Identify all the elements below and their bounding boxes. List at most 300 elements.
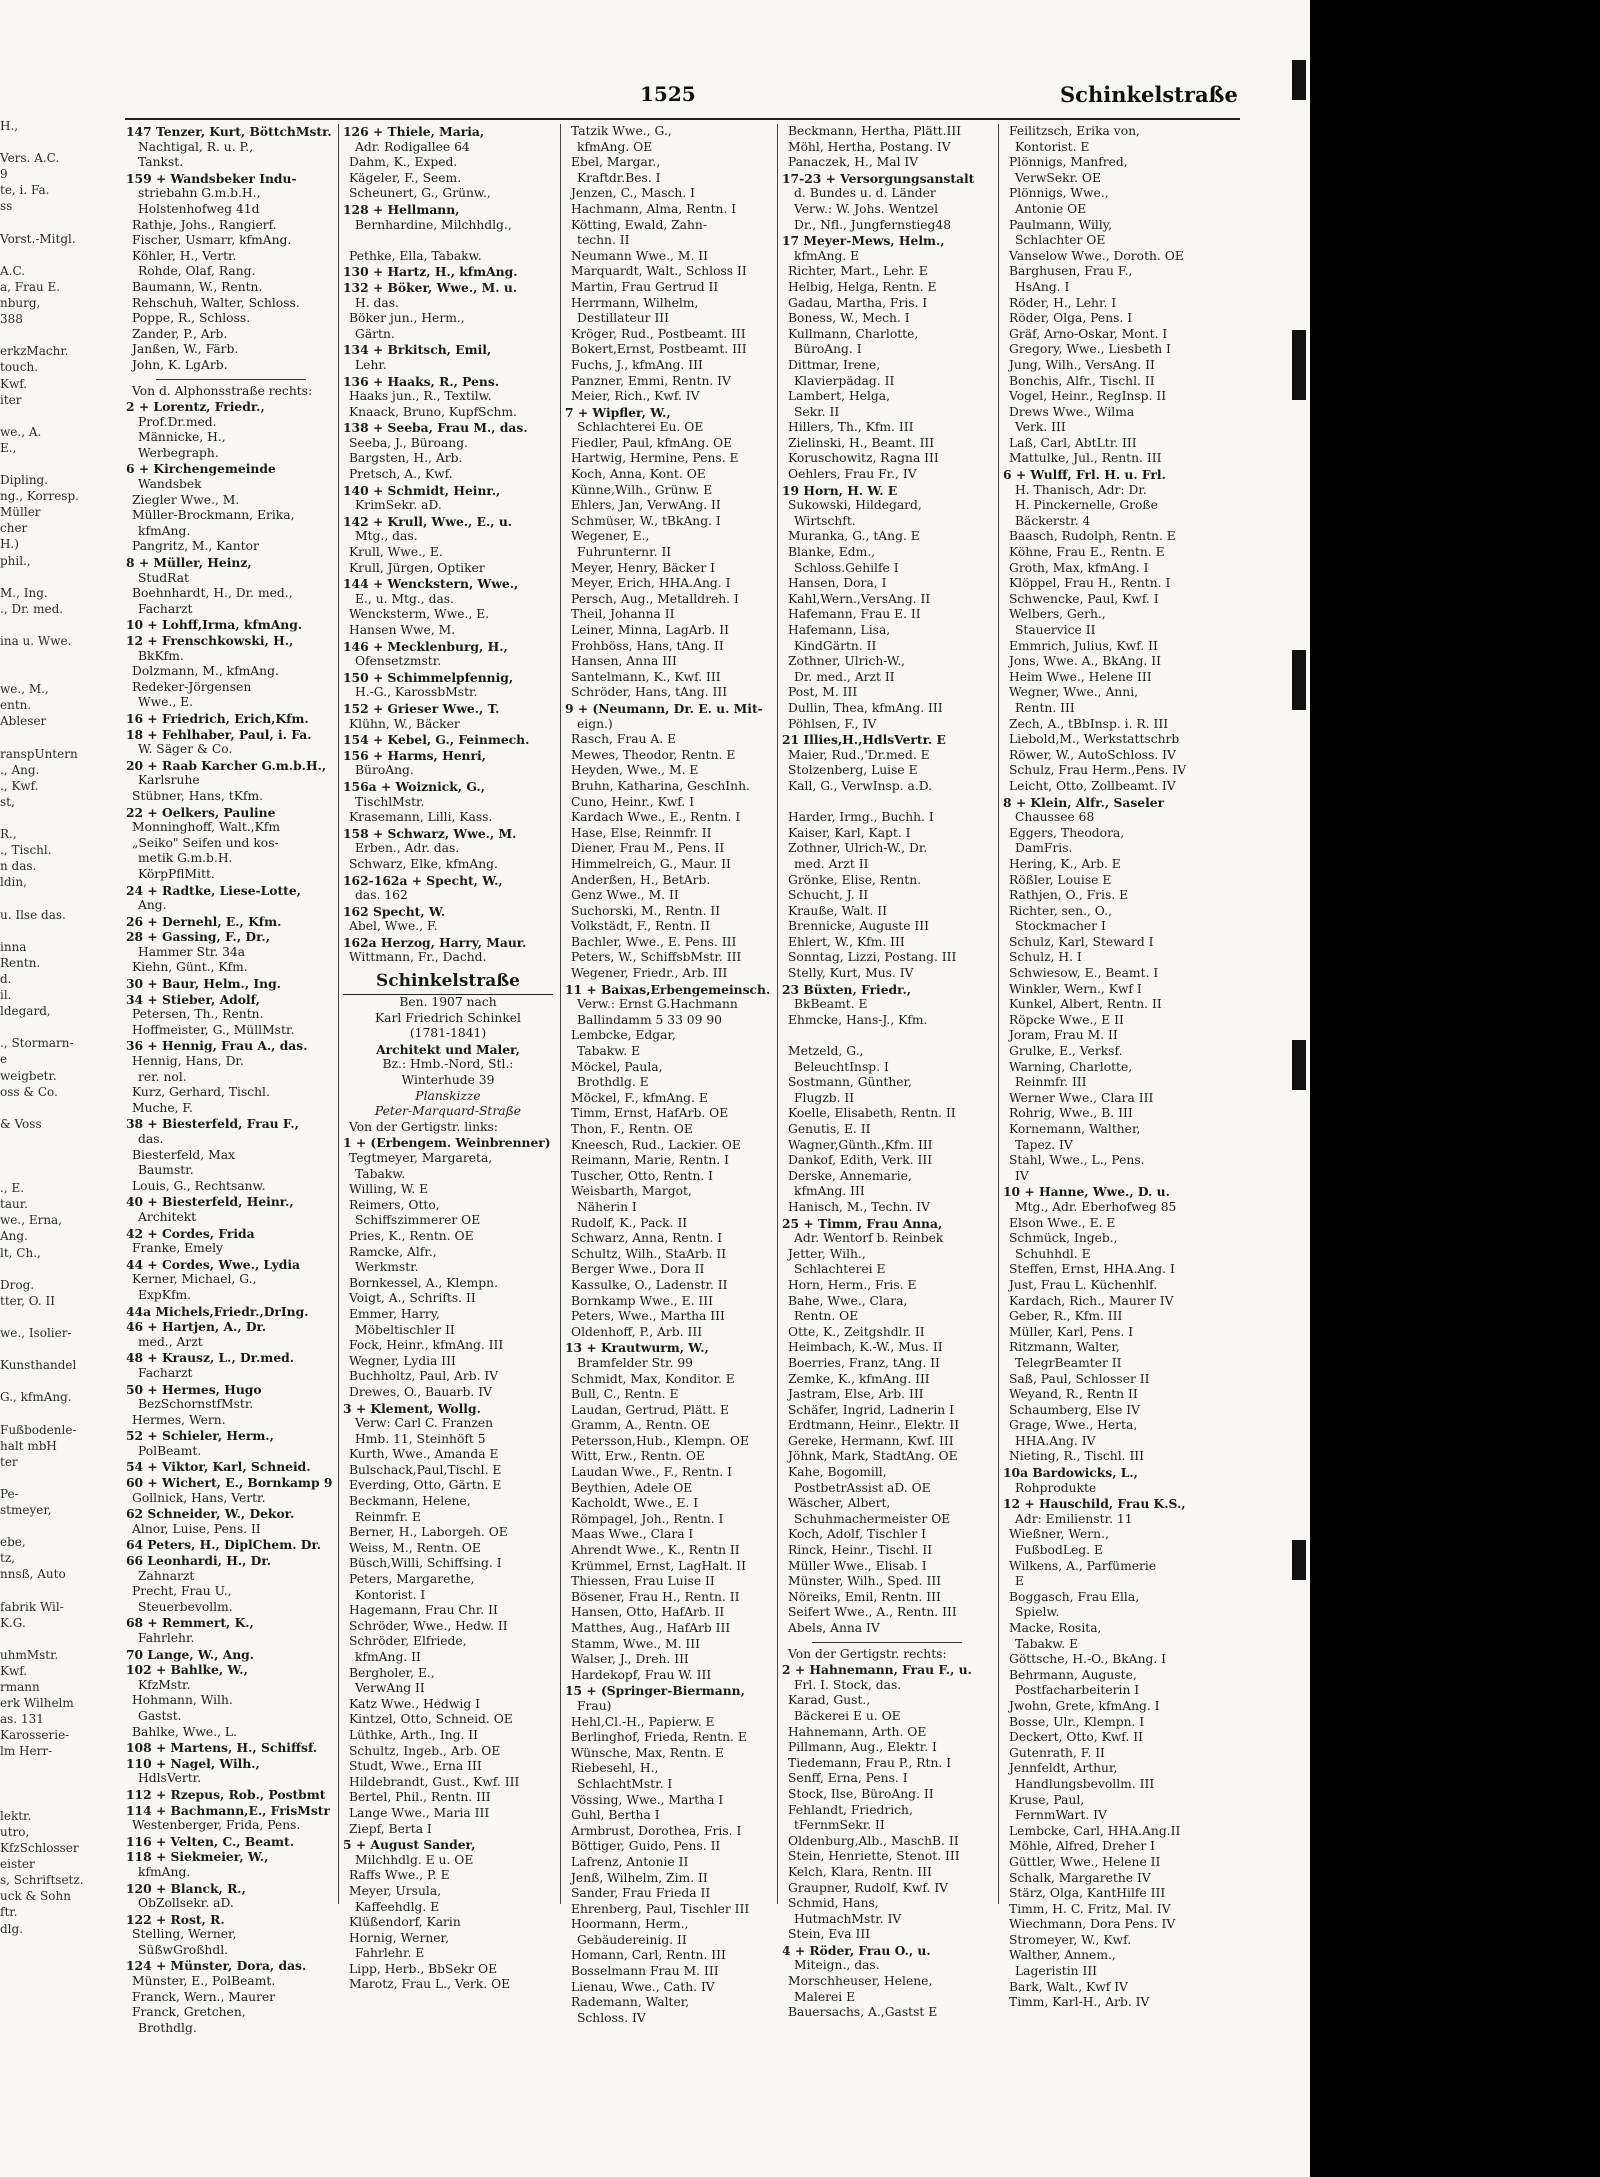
- directory-entry: Oldenburg,Alb., MaschB. II: [788, 1833, 959, 1848]
- directory-entry: Hansen, Anna III: [571, 654, 677, 669]
- prev-page-fragment: KfzSchlosser: [0, 1841, 79, 1856]
- prev-page-fragment: ter: [0, 1454, 18, 1469]
- entry-continuation: HdlsVertr.: [138, 1771, 202, 1786]
- entry-continuation: Dr., Nfl., Jungfernstieg48: [794, 217, 952, 232]
- directory-entry: Thiessen, Frau Luise II: [571, 1574, 715, 1589]
- entry-continuation: Zahnarzt: [138, 1568, 195, 1583]
- directory-entry: Rathjen, O., Fris. E: [1009, 888, 1129, 903]
- prev-page-fragment: 388: [0, 312, 23, 327]
- directory-entry: Ziegler Wwe., M.: [132, 492, 240, 507]
- prev-page-fragment: [0, 1100, 108, 1116]
- prev-page-fragment: Kwf.: [0, 376, 28, 391]
- entry-continuation: Mtg., das.: [355, 529, 418, 544]
- directory-entry: Marotz, Frau L., Verk. OE: [349, 1977, 511, 1992]
- entry-continuation: H. das.: [355, 295, 399, 310]
- directory-entry: Laudan, Gertrud, Plätt. E: [571, 1402, 729, 1417]
- directory-entry: Genz Wwe., M. II: [571, 888, 679, 903]
- directory-entry: Thon, F., Rentn. OE: [571, 1122, 693, 1136]
- entry-continuation: Rentn. OE: [794, 1309, 859, 1324]
- directory-entry: Fiedler, Paul, kfmAng. OE: [571, 435, 733, 450]
- prev-page-fragment: fabrik Wil-: [0, 1599, 64, 1614]
- directory-entry: Graupner, Rudolf, Kwf. IV: [788, 1880, 949, 1895]
- directory-entry: Riebesehl, H.,: [571, 1761, 659, 1776]
- entry-continuation: FußbodLeg. E: [1015, 1543, 1103, 1558]
- house-number-entry: 64 Peters, H., DiplChem. Dr.: [126, 1537, 322, 1553]
- house-number-entry: 138 + Seeba, Frau M., das.: [343, 420, 528, 436]
- house-number-entry: 68 + Remmert, K.,: [126, 1615, 254, 1631]
- entry-continuation: kfmAng. OE: [577, 139, 653, 154]
- directory-entry: Müller-Brockmann, Erika,: [132, 508, 295, 523]
- directory-entry: Macke, Rosita,: [1009, 1621, 1102, 1635]
- directory-column-2: [343, 124, 553, 1993]
- directory-entry: Nieting, R., Tischl. III: [1009, 1449, 1145, 1464]
- directory-entry: Krull, Wwe., E.: [349, 545, 443, 560]
- directory-entry: Kötting, Ewald, Zahn-: [571, 217, 708, 232]
- directory-entry: Vössing, Wwe., Martha I: [571, 1792, 724, 1807]
- house-number-entry: 11 + Baixas,Erbengemeinsch.: [565, 981, 771, 997]
- directory-entry: Poppe, R., Schloss.: [132, 311, 251, 326]
- entry-continuation: Reinmfr. III: [1015, 1075, 1087, 1090]
- house-number-entry: 6 + Kirchengemeinde: [126, 461, 276, 477]
- directory-entry: Lafrenz, Antonie II: [571, 1854, 689, 1869]
- directory-entry: Jenzen, C., Masch. I: [571, 186, 696, 201]
- directory-entry: Römpagel, Joh., Rentn. I: [571, 1511, 724, 1526]
- directory-entry: Stamm, Wwe., M. III: [571, 1636, 700, 1651]
- directory-entry: Ehrenberg, Paul, Tischler III: [571, 1901, 750, 1916]
- entry-continuation: Chaussee 68: [1015, 810, 1095, 825]
- prev-page-fragment: il.: [0, 988, 12, 1003]
- house-number-entry: 10a Bardowicks, L.,: [1003, 1465, 1138, 1481]
- entry-continuation: VerwAng II: [355, 1681, 425, 1696]
- entry-continuation: Spielw.: [1015, 1605, 1060, 1620]
- street-info-line: (1781-1841): [409, 1026, 487, 1041]
- entry-continuation: HsAng. I: [1015, 279, 1070, 294]
- directory-entry: Heyden, Wwe., M. E: [571, 763, 699, 778]
- house-number-entry: 9 + (Neumann, Dr. E. u. Mit-: [565, 700, 763, 716]
- house-number-entry: 60 + Wichert, E., Bornkamp 9: [126, 1475, 333, 1491]
- directory-entry: Bahe, Wwe., Clara,: [788, 1293, 908, 1308]
- directory-entry: Schröder, Wwe., Hedw. II: [349, 1618, 508, 1633]
- directory-entry: Bergholer, E.,: [349, 1665, 435, 1680]
- prev-page-fragment: ., Tischl.: [0, 843, 52, 858]
- prev-page-fragment: u. Ilse das.: [0, 907, 66, 922]
- house-number-entry: 66 Leonhardi, H., Dr.: [126, 1553, 271, 1569]
- prev-page-fragment: we., M.,: [0, 682, 49, 697]
- prev-page-fragment: ss: [0, 199, 13, 214]
- directory-entry: Pangritz, M., Kantor: [132, 539, 259, 554]
- directory-entry: Stromeyer, W., Kwf.: [1009, 1932, 1132, 1947]
- prev-page-fragment: tter, O. II: [0, 1293, 56, 1308]
- directory-entry: Schwarz, Anna, Rentn. I: [571, 1231, 723, 1246]
- entry-continuation: Frau): [577, 1698, 612, 1713]
- entry-continuation: FernmWart. IV: [1015, 1808, 1107, 1823]
- prev-page-fragment: [0, 1261, 108, 1277]
- street-info-line: Winterhude 39: [401, 1073, 495, 1088]
- directory-entry: Sukowski, Hildegard,: [788, 498, 922, 513]
- directory-entry: Pöhlsen, F., IV: [788, 716, 877, 731]
- directory-entry: Studt, Wwe., Erna III: [349, 1759, 482, 1774]
- house-number-entry: 8 + Klein, Alfr., Saseler: [1003, 794, 1165, 810]
- directory-entry: „Seiko" Seifen und kos-: [132, 835, 279, 850]
- directory-entry: Hafemann, Frau E. II: [788, 607, 921, 622]
- directory-entry: Witt, Erw., Rentn. OE: [571, 1449, 705, 1464]
- house-number-entry: 22 + Oelkers, Pauline: [126, 804, 276, 820]
- entry-continuation: PostbetrAssist aD. OE: [794, 1480, 931, 1495]
- house-number-entry: 122 + Rost, R.: [126, 1911, 225, 1927]
- entry-continuation: Schlachter OE: [1015, 233, 1106, 248]
- prev-page-fragment: R.,: [0, 827, 17, 842]
- house-number-entry: 20 + Raab Karcher G.m.b.H.,: [126, 757, 327, 773]
- prev-page-fragment: inna: [0, 939, 27, 954]
- entry-continuation: Adr: Emilienstr. 11: [1015, 1511, 1133, 1526]
- directory-entry: Boerries, Franz, tAng. II: [788, 1355, 940, 1370]
- directory-entry: Brennicke, Auguste III: [788, 919, 929, 934]
- entry-continuation: Werbegraph.: [138, 445, 219, 460]
- prev-page-fragment: utro,: [0, 1824, 30, 1839]
- directory-entry: Güttler, Wwe., Helene II: [1009, 1854, 1161, 1869]
- house-number-entry: 40 + Biesterfeld, Heinr.,: [126, 1194, 294, 1210]
- directory-entry: Bertel, Phil., Rentn. III: [349, 1790, 491, 1805]
- directory-entry: Beckmann, Helene,: [349, 1494, 471, 1509]
- entry-continuation: Lehr.: [355, 357, 387, 372]
- house-number-entry: 48 + Krausz, L., Dr.med.: [126, 1350, 295, 1366]
- directory-entry: Erdtmann, Heinr., Elektr. II: [788, 1418, 960, 1433]
- prev-page-fragment: [0, 327, 108, 343]
- directory-entry: Bargsten, H., Arb.: [349, 451, 463, 466]
- directory-entry: Bornkessel, A., Klempn.: [349, 1275, 498, 1290]
- prev-page-fragment: uck & Sohn: [0, 1889, 71, 1904]
- entry-continuation: Brothdlg.: [138, 2020, 197, 2035]
- directory-entry: Morschheuser, Helene,: [788, 1974, 933, 1989]
- directory-entry: Willing, W. E: [349, 1182, 429, 1197]
- directory-entry: Lienau, Wwe., Cath. IV: [571, 1979, 715, 1994]
- prev-page-fragment: a, Frau E.: [0, 279, 61, 294]
- directory-entry: Stolzenberg, Luise E: [788, 763, 918, 778]
- directory-entry: Mattulke, Jul., Rentn. III: [1009, 451, 1162, 466]
- directory-entry: Seifert Wwe., A., Rentn. III: [788, 1605, 957, 1620]
- entry-continuation: SchlachtMstr. I: [577, 1776, 673, 1791]
- entry-continuation: kfmAng. II: [355, 1650, 421, 1664]
- prev-page-fragment: [0, 1583, 108, 1599]
- directory-entry: Fischer, Usmarr, kfmAng.: [132, 233, 292, 248]
- entry-continuation: Facharzt: [138, 601, 193, 616]
- entry-continuation: d. Bundes u. d. Länder: [794, 186, 936, 201]
- prev-page-fragment: 9: [0, 167, 8, 182]
- directory-entry: Berner, H., Laborgeh. OE: [349, 1525, 508, 1540]
- entry-continuation: kfmAng.: [138, 523, 191, 538]
- house-number-entry: 10 + Lohff,Irma, kfmAng.: [126, 617, 303, 633]
- entry-continuation: Klavierpädag. II: [794, 373, 895, 388]
- prev-page-fragment: cher: [0, 521, 28, 536]
- prev-page-fragment: Vorst.-Mitgl.: [0, 231, 76, 246]
- directory-entry: Lange Wwe., Maria III: [349, 1805, 490, 1820]
- prev-page-fragment: [0, 1631, 108, 1647]
- directory-entry: Liebold,M., Werkstattschrb: [1009, 732, 1180, 747]
- directory-entry: Biesterfeld, Max: [132, 1147, 235, 1162]
- directory-entry: Schäfer, Ingrid, Ladnerin I: [788, 1402, 954, 1417]
- directory-entry: Jetter, Wilh.,: [788, 1246, 866, 1261]
- directory-entry: Behrmann, Auguste,: [1009, 1667, 1137, 1682]
- directory-entry: Wegner, Wwe., Anni,: [1009, 685, 1139, 700]
- prev-page-fragment: [0, 1309, 108, 1325]
- prev-page-fragment: n das.: [0, 859, 37, 874]
- entry-continuation: H. Pinckernelle, Große: [1015, 498, 1158, 513]
- directory-entry: Bull, C., Rentn. E: [571, 1387, 679, 1402]
- entry-continuation: Hmb. 11, Steinhöft 5: [355, 1431, 486, 1446]
- directory-entry: Homann, Carl, Rentn. III: [571, 1948, 726, 1963]
- directory-column-1: [126, 124, 336, 2036]
- entry-continuation: Männicke, H.,: [138, 430, 226, 445]
- prev-page-fragment: [0, 215, 108, 231]
- prev-page-fragment: M., Ing.: [0, 585, 48, 600]
- prev-page-fragment: ., Dr. med.: [0, 601, 64, 616]
- entry-continuation: H. Thanisch, Adr: Dr.: [1015, 482, 1147, 497]
- directory-entry: Leicht, Otto, Zollbeamt. IV: [1009, 778, 1176, 793]
- directory-entry: Zothner, Ulrich-W., Dr.: [788, 841, 928, 856]
- directory-entry: Buchholtz, Paul, Arb. IV: [349, 1369, 499, 1384]
- separator-rule: [156, 379, 306, 380]
- directory-entry: Mewes, Theodor, Rentn. E: [571, 747, 736, 762]
- prev-page-fragment: iter: [0, 392, 22, 407]
- house-number-entry: 62 Schneider, W., Dekor.: [126, 1506, 295, 1522]
- house-number-entry: 16 + Friedrich, Erich,Kfm.: [126, 710, 309, 726]
- house-number-entry: 120 + Blanck, R.,: [126, 1880, 246, 1896]
- directory-entry: Wittmann, Fr., Dachd.: [349, 950, 487, 965]
- entry-continuation: Tapez. IV: [1015, 1137, 1073, 1152]
- house-number-entry: 130 + Hartz, H., kfmAng.: [343, 264, 518, 280]
- directory-entry: Schmüser, W., tBkAng. I: [571, 513, 721, 528]
- directory-entry: Schmid, Hans,: [788, 1896, 879, 1911]
- directory-entry: Koruschowitz, Ragna III: [788, 451, 939, 466]
- entry-continuation: rer. nol.: [138, 1069, 187, 1084]
- directory-entry: Himmelreich, G., Maur. II: [571, 856, 731, 871]
- directory-entry: Jenß, Wilhelm, Zim. II: [571, 1870, 708, 1885]
- directory-entry: Kullmann, Charlotte,: [788, 326, 919, 341]
- directory-entry: Bark, Walt., Kwf IV: [1009, 1979, 1128, 1994]
- directory-entry: Lipp, Herb., BbSekr OE: [349, 1961, 498, 1976]
- prev-page-fragment: & Voss: [0, 1116, 42, 1131]
- prev-page-fragment: [0, 1132, 108, 1148]
- directory-entry: Hermes, Wern.: [132, 1412, 226, 1427]
- directory-entry: Zielinski, H., Beamt. III: [788, 435, 935, 450]
- entry-continuation: TelegrBeamter II: [1015, 1355, 1122, 1370]
- directory-entry: Zander, P., Arb.: [132, 326, 228, 341]
- directory-entry: Schucht, J. II: [788, 888, 869, 903]
- entry-continuation: Wirtschft.: [794, 513, 856, 528]
- directory-entry: Hohmann, Wilh.: [132, 1693, 233, 1708]
- directory-entry: Hehl,Cl.-H., Papierw. E: [571, 1714, 715, 1729]
- directory-entry: Janßen, W., Färb.: [132, 342, 239, 357]
- entry-continuation: techn. II: [577, 233, 630, 248]
- entry-continuation: striebahn G.m.b.H.,: [138, 186, 261, 201]
- directory-entry: Schulz, Karl, Steward I: [1009, 934, 1154, 949]
- edge-mark: [1292, 330, 1306, 400]
- directory-entry: Karad, Gust.,: [788, 1693, 871, 1708]
- prev-page-fragment: [0, 1776, 108, 1792]
- directory-entry: Dahm, K., Exped.: [349, 155, 458, 170]
- directory-entry: Grage, Wwe., Herta,: [1009, 1418, 1138, 1433]
- house-number-entry: 158 + Schwarz, Wwe., M.: [343, 825, 517, 841]
- house-number-entry: 110 + Nagel, Wilh.,: [126, 1755, 260, 1771]
- directory-entry: Franck, Gretchen,: [132, 2005, 246, 2020]
- entry-continuation: Verw.: Ernst G.Hachmann: [577, 997, 738, 1012]
- directory-entry: Fock, Heinr., kfmAng. III: [349, 1338, 504, 1353]
- prev-page-fragment: [0, 1148, 108, 1164]
- directory-entry: Martin, Frau Gertrud II: [571, 279, 719, 294]
- column-divider: [998, 124, 999, 1904]
- entry-continuation: das. 162: [355, 888, 408, 903]
- entry-continuation: Nachtigal, R. u. P.,: [138, 139, 254, 154]
- house-number-entry: 23 Büxten, Friedr.,: [782, 981, 912, 997]
- entry-continuation: Miteign., das.: [794, 1958, 880, 1973]
- entry-continuation: Rohde, Olaf, Rang.: [138, 264, 256, 279]
- entry-continuation: Tabakw.: [355, 1166, 406, 1181]
- entry-continuation: Kontorist. E: [1015, 139, 1090, 154]
- page-number: 1525: [640, 82, 696, 106]
- prev-page-fragment: we., Isolier-: [0, 1326, 72, 1341]
- house-number-entry: 2 + Hahnemann, Frau F., u.: [782, 1662, 972, 1678]
- house-number-entry: 1 + (Erbengem. Weinbrenner): [343, 1135, 551, 1151]
- directory-entry: Wegener, Friedr., Arb. III: [571, 966, 728, 981]
- prev-page-fragment: erk Wilhelm: [0, 1696, 74, 1711]
- directory-entry: Hahnemann, Arth. OE: [788, 1724, 927, 1739]
- house-number-entry: 162-162a + Specht, W.,: [343, 872, 503, 888]
- directory-entry: Boness, W., Mech. I: [788, 311, 910, 326]
- directory-entry: Künne,Wilh., Grünw. E: [571, 482, 713, 497]
- house-number-entry: 70 Lange, W., Ang.: [126, 1646, 255, 1662]
- directory-entry: Paulmann, Willy,: [1009, 217, 1112, 232]
- directory-entry: Zothner, Ulrich-W.,: [788, 654, 906, 669]
- directory-entry: Franck, Wern., Maurer: [132, 1989, 276, 2004]
- directory-entry: Panaczek, H., Mal IV: [788, 155, 919, 170]
- directory-entry: Nöreiks, Emil, Rentn. III: [788, 1589, 941, 1604]
- entry-continuation: E., u. Mtg., das.: [355, 591, 454, 606]
- entry-continuation: Sekr. II: [794, 404, 840, 419]
- directory-entry: Monninghoff, Walt.,Kfm: [132, 820, 280, 835]
- directory-entry: Berlinghof, Frieda, Rentn. E: [571, 1730, 747, 1745]
- directory-entry: Winkler, Wern., Kwf I: [1009, 981, 1142, 996]
- directory-entry: Wäscher, Albert,: [788, 1496, 891, 1511]
- directory-entry: Genutis, E. II: [788, 1122, 871, 1136]
- house-number-entry: 162a Herzog, Harry, Maur.: [343, 934, 527, 950]
- directory-entry: Theil, Johanna II: [571, 607, 675, 622]
- edge-mark: [1292, 60, 1306, 100]
- directory-entry: Lüthke, Arth., Ing. II: [349, 1727, 479, 1742]
- directory-entry: Voigt, A., Schrifts. II: [349, 1291, 476, 1306]
- entry-continuation: Antonie OE: [1015, 201, 1087, 216]
- prev-page-fragment: tz,: [0, 1551, 15, 1566]
- directory-entry: Zemke, K., kfmAng. III: [788, 1371, 930, 1386]
- directory-entry: Harder, Irmg., Buchh. I: [788, 810, 934, 825]
- prev-page-fragment: ranspUntern: [0, 746, 78, 761]
- directory-entry: Derske, Annemarie,: [788, 1168, 912, 1183]
- directory-entry: Otte, K., Zeitgshdlr. II: [788, 1324, 925, 1339]
- directory-entry: Louis, G., Rechtsanw.: [132, 1178, 266, 1193]
- page-header: [0, 78, 1310, 112]
- entry-continuation: Fahrlehr.: [138, 1631, 195, 1645]
- prev-page-fragment: K.G.: [0, 1615, 26, 1630]
- directory-entry: Kornemann, Walther,: [1009, 1122, 1141, 1136]
- directory-entry: Schmück, Ingeb.,: [1009, 1231, 1118, 1246]
- prev-page-fragment: nburg,: [0, 296, 41, 311]
- prev-page-fragment: ng., Korresp.: [0, 489, 79, 504]
- directory-entry: Vanselow Wwe., Doroth. OE: [1009, 248, 1184, 263]
- prev-page-fragment: [0, 569, 108, 585]
- house-number-entry: 118 + Siekmeier, W.,: [126, 1849, 269, 1865]
- directory-entry: Petersson,Hub., Klempn. OE: [571, 1433, 749, 1448]
- prev-page-fragment: [0, 134, 108, 150]
- street-info-line: Planskizze: [415, 1088, 481, 1103]
- directory-entry: Klühn, W., Bäcker: [349, 716, 460, 731]
- entry-continuation: W. Säger & Co.: [138, 742, 233, 757]
- entry-continuation: med., Arzt: [138, 1334, 203, 1349]
- house-number-entry: 25 + Timm, Frau Anna,: [782, 1215, 943, 1231]
- directory-entry: Deckert, Otto, Kwf. II: [1009, 1730, 1143, 1745]
- prev-page-fragment: E.,: [0, 440, 17, 455]
- house-number-entry: 4 + Röder, Frau O., u.: [782, 1942, 931, 1958]
- directory-entry: Pries, K., Rentn. OE: [349, 1228, 474, 1243]
- directory-entry: Schulz, H. I: [1009, 950, 1082, 965]
- entry-continuation: TischlMstr.: [355, 794, 425, 809]
- directory-entry: Sander, Frau Frieda II: [571, 1886, 711, 1901]
- directory-entry: Jöhnk, Mark, StadtAng. OE: [788, 1449, 958, 1464]
- directory-entry: Hillers, Th., Kfm. III: [788, 420, 914, 435]
- entry-continuation: Adr. Wentorf b. Reinbek: [794, 1231, 944, 1246]
- house-number-entry: 52 + Schieler, Herm.,: [126, 1428, 274, 1444]
- directory-entry: Armbrust, Dorothea, Fris. I: [571, 1823, 742, 1838]
- house-number-entry: 156 + Harms, Henri,: [343, 747, 486, 763]
- directory-entry: Walser, J., Dreh. III: [571, 1652, 689, 1667]
- directory-entry: Schalk, Margarethe IV: [1009, 1870, 1151, 1885]
- house-number-entry: 144 + Wenckstern, Wwe.,: [343, 576, 519, 592]
- prev-page-fragment: G., kfmAng.: [0, 1390, 72, 1405]
- directory-entry: Reimann, Marie, Rentn. I: [571, 1153, 729, 1168]
- entry-continuation: Ofensetzmstr.: [355, 654, 442, 669]
- directory-entry: Westenberger, Frida, Pens.: [132, 1818, 301, 1833]
- prev-page-fragment: Pe-: [0, 1486, 19, 1501]
- directory-entry: Diener, Frau M., Pens. II: [571, 841, 725, 856]
- directory-entry: Weisbarth, Margot,: [571, 1184, 692, 1199]
- house-number-entry: 132 + Böker, Wwe., M. u.: [343, 279, 518, 295]
- street-info-line: Peter-Marquard-Straße: [374, 1104, 522, 1119]
- directory-entry: Muranka, G., tAng. E: [788, 529, 920, 544]
- entry-continuation: Schlachterei E: [794, 1262, 886, 1277]
- prev-page-fragment: [0, 456, 108, 472]
- directory-entry: Von der Gertigstr. links:: [349, 1119, 498, 1134]
- prev-page-fragment: phil.,: [0, 553, 31, 568]
- entry-continuation: BüroAng.: [355, 763, 414, 778]
- directory-entry: Senff, Erna, Pens. I: [788, 1771, 908, 1786]
- prev-page-fragment: ebe,: [0, 1535, 26, 1550]
- house-number-entry: 2 + Lorentz, Friedr.,: [126, 399, 265, 415]
- directory-entry: Berger Wwe., Dora II: [571, 1262, 705, 1277]
- directory-entry: Timm, Karl-H., Arb. IV: [1009, 1995, 1150, 2010]
- directory-entry: Bauersachs, A.,Gastst E: [788, 2005, 938, 2020]
- prev-page-fragment: e: [0, 1052, 8, 1067]
- house-number-entry: 126 + Thiele, Maria,: [343, 124, 485, 139]
- prev-page-fragment: Fußbodenle-: [0, 1422, 77, 1437]
- prev-page-fragment: we., A.: [0, 424, 42, 439]
- house-number-entry: 114 + Bachmann,E., FrisMstr: [126, 1802, 330, 1818]
- directory-entry: Muche, F.: [132, 1100, 193, 1115]
- prev-page-fragment: [0, 1470, 108, 1486]
- directory-entry: Möckel, Paula,: [571, 1059, 663, 1074]
- directory-entry: Röder, H., Lehr. I: [1009, 295, 1117, 310]
- directory-entry: Gadau, Martha, Fris. I: [788, 295, 928, 310]
- house-number-entry: 147 Tenzer, Kurt, BöttchMstr.: [126, 124, 332, 139]
- prev-page-fragment: [0, 247, 108, 263]
- entry-continuation: Dr. med., Arzt II: [794, 669, 895, 684]
